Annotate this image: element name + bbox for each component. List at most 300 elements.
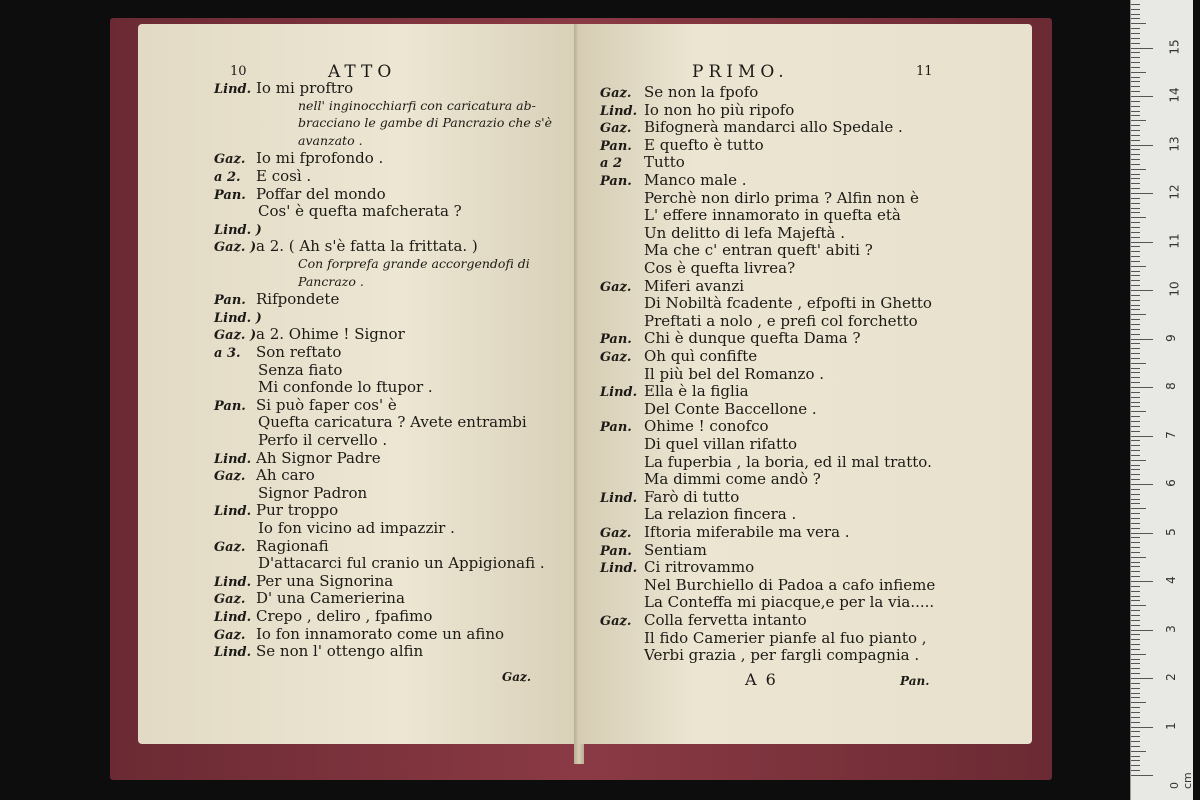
line-text: Perfo il cervello . bbox=[258, 431, 388, 449]
ruler-tick bbox=[1131, 343, 1140, 344]
ruler-tick bbox=[1131, 479, 1140, 480]
ruler-tick bbox=[1131, 67, 1140, 68]
ruler-tick bbox=[1131, 659, 1140, 660]
ruler-tick bbox=[1131, 697, 1140, 698]
line-text: Io fon innamorato come un afino bbox=[256, 624, 505, 643]
ruler-tick bbox=[1131, 81, 1140, 82]
ruler-tick bbox=[1131, 62, 1140, 63]
speaker-label: a 2 bbox=[600, 156, 622, 172]
ruler-tick bbox=[1131, 421, 1140, 422]
ruler-tick bbox=[1131, 208, 1140, 209]
ruler-tick bbox=[1131, 581, 1153, 582]
line-text: Per una Signorina bbox=[256, 571, 394, 590]
dialogue-line bbox=[600, 242, 873, 259]
dialogue-line bbox=[214, 186, 386, 204]
line-text: D' una Camerierina bbox=[256, 589, 405, 608]
speaker-label: Gaz. bbox=[600, 86, 632, 101]
line-text: Un delitto di lefa Majeftà . bbox=[644, 223, 845, 242]
ruler-tick bbox=[1131, 760, 1140, 761]
line-text: Iftoria miferabile ma vera . bbox=[644, 523, 850, 541]
ruler-tick bbox=[1131, 503, 1140, 504]
stage-direction: nell' inginocchiarfi con caricatura ab- bbox=[298, 97, 536, 113]
ruler-tick bbox=[1131, 484, 1153, 485]
line-text: La Conteffa mi piacque,e per la via..... bbox=[644, 593, 935, 612]
ruler-tick bbox=[1131, 727, 1153, 728]
ruler-tick bbox=[1131, 639, 1140, 640]
ruler-tick bbox=[1131, 586, 1140, 587]
dialogue-line bbox=[600, 594, 934, 611]
ruler-tick bbox=[1131, 23, 1146, 24]
ruler-tick bbox=[1131, 673, 1140, 674]
dialogue-line bbox=[600, 190, 919, 207]
speaker-label: Gaz. bbox=[214, 469, 246, 485]
ruler-tick bbox=[1131, 397, 1140, 398]
ruler-tick bbox=[1131, 266, 1146, 267]
dialogue-line bbox=[600, 330, 861, 348]
ruler-number: 9 bbox=[1163, 333, 1178, 342]
ruler-tick bbox=[1131, 217, 1146, 218]
ruler-tick bbox=[1131, 712, 1140, 713]
speaker-label: Gaz. bbox=[214, 152, 246, 168]
dialogue-line bbox=[214, 485, 367, 502]
ruler-tick bbox=[1131, 513, 1140, 514]
ruler-tick bbox=[1131, 106, 1140, 107]
ruler-tick bbox=[1131, 654, 1146, 655]
dialogue-line bbox=[600, 471, 821, 488]
ruler-tick bbox=[1131, 91, 1140, 92]
ruler-tick bbox=[1131, 756, 1140, 757]
line-text: Oh quì confifte bbox=[644, 347, 758, 365]
ruler-tick bbox=[1131, 4, 1140, 5]
ruler-tick bbox=[1131, 722, 1140, 723]
line-text: Poffar del mondo bbox=[256, 184, 386, 203]
stage-direction: Con forprefa grande accorgendofi di bbox=[298, 256, 530, 271]
ruler-unit: 0 cm bbox=[1168, 772, 1194, 789]
speaker-label: Lind. ) bbox=[214, 310, 262, 326]
ruler-tick bbox=[1131, 164, 1140, 165]
line-text: Ella è la figlia bbox=[644, 382, 749, 401]
ruler-number: 6 bbox=[1163, 479, 1178, 487]
ruler-tick bbox=[1131, 717, 1140, 718]
speaker-label: Lind. bbox=[600, 490, 638, 506]
ruler-tick bbox=[1131, 271, 1140, 272]
speaker-label: Pan. bbox=[214, 293, 246, 309]
ruler-tick bbox=[1131, 261, 1140, 262]
measurement-ruler bbox=[1130, 0, 1193, 800]
line-text: Quefta caricatura ? Avete entrambi bbox=[258, 413, 527, 432]
ruler-tick bbox=[1131, 72, 1146, 73]
ruler-tick bbox=[1131, 387, 1153, 388]
speaker-label: Gaz. ) bbox=[214, 240, 257, 256]
ruler-tick bbox=[1131, 43, 1140, 44]
ruler-tick bbox=[1131, 348, 1140, 349]
ruler-tick bbox=[1131, 731, 1140, 732]
dialogue-line bbox=[214, 309, 262, 327]
line-text: Signor Padron bbox=[258, 483, 368, 502]
ruler-tick bbox=[1131, 149, 1140, 150]
dialogue-line bbox=[600, 278, 744, 296]
line-text: Farò di tutto bbox=[644, 487, 740, 506]
speaker-label: Lind. bbox=[214, 82, 252, 97]
line-text: Son reftato bbox=[256, 343, 342, 361]
dialogue-line bbox=[600, 348, 757, 366]
speaker-label: Lind. bbox=[214, 574, 252, 590]
ruler-tick bbox=[1131, 329, 1140, 330]
ruler-tick bbox=[1131, 465, 1140, 466]
line-text: Ma dimmi come andò ? bbox=[644, 470, 821, 489]
ruler-tick bbox=[1131, 416, 1140, 417]
dialogue-line bbox=[600, 577, 935, 594]
ruler-tick bbox=[1131, 746, 1140, 747]
ruler-number: 15 bbox=[1167, 38, 1182, 55]
ruler-tick bbox=[1131, 508, 1146, 509]
ruler-tick bbox=[1131, 145, 1153, 146]
dialogue-line bbox=[214, 80, 353, 98]
ruler-tick bbox=[1131, 431, 1140, 432]
dialogue-line bbox=[600, 559, 754, 577]
line-text: Rifpondete bbox=[256, 290, 340, 309]
speaker-label: Lind. bbox=[600, 561, 638, 577]
ruler-tick bbox=[1131, 770, 1140, 771]
line-text: Nel Burchiello di Padoa a cafo infieme bbox=[644, 575, 936, 594]
dialogue-line bbox=[600, 84, 758, 102]
ruler-tick bbox=[1131, 523, 1140, 524]
dialogue-line bbox=[600, 313, 918, 330]
ruler-tick bbox=[1131, 460, 1146, 461]
dialogue-line bbox=[600, 172, 747, 190]
ruler-tick bbox=[1131, 542, 1140, 543]
ruler-tick bbox=[1131, 38, 1140, 39]
dialogue-line bbox=[600, 436, 797, 453]
dialogue-line bbox=[600, 225, 845, 242]
dialogue-line bbox=[214, 344, 341, 362]
dialogue-line bbox=[214, 362, 342, 379]
speaker-label: Gaz. bbox=[600, 121, 632, 137]
dialogue-line bbox=[600, 418, 769, 436]
speaker-label: a 2. bbox=[214, 170, 241, 185]
ruler-tick bbox=[1131, 285, 1140, 286]
ruler-tick bbox=[1131, 765, 1140, 766]
ruler-tick bbox=[1131, 96, 1153, 97]
dialogue-line bbox=[600, 154, 685, 172]
ruler-tick bbox=[1131, 324, 1140, 325]
line-text: La relazion fincera . bbox=[644, 505, 797, 524]
line-text: Preftati a nolo , e prefi col forchetto bbox=[644, 311, 918, 330]
ruler-tick bbox=[1131, 242, 1153, 243]
line-text: a 2. ( Ah s'è fatta la frittata. ) bbox=[256, 237, 478, 256]
speaker-label: Lind. bbox=[214, 610, 252, 625]
ruler-tick bbox=[1131, 169, 1146, 170]
dialogue-line bbox=[600, 295, 932, 312]
ruler-tick bbox=[1131, 18, 1140, 19]
dialogue-line bbox=[214, 168, 311, 186]
line-text: Ah caro bbox=[256, 466, 315, 485]
ruler-number: 1 bbox=[1163, 721, 1178, 730]
line-text: L' effere innamorato in quefta età bbox=[644, 206, 901, 225]
ruler-tick bbox=[1131, 649, 1140, 650]
ruler-tick bbox=[1131, 663, 1140, 664]
ruler-tick bbox=[1131, 683, 1140, 684]
dialogue-line bbox=[600, 260, 795, 277]
stage-direction: bracciano le gambe di Pancrazio che s'è bbox=[298, 115, 552, 131]
ruler-tick bbox=[1131, 368, 1140, 369]
ruler-tick bbox=[1131, 688, 1140, 689]
ruler-tick bbox=[1131, 295, 1140, 296]
left-page-number: 10 bbox=[230, 64, 247, 79]
ruler-tick bbox=[1131, 319, 1140, 320]
ruler-tick bbox=[1131, 469, 1140, 470]
line-text: Ci ritrovammo bbox=[644, 558, 755, 577]
ruler-tick bbox=[1131, 251, 1140, 252]
ruler-tick bbox=[1131, 115, 1140, 116]
line-text: Colla fervetta intanto bbox=[644, 611, 807, 629]
ruler-tick bbox=[1131, 237, 1140, 238]
dialogue-line bbox=[214, 203, 462, 220]
ruler-tick bbox=[1131, 135, 1140, 136]
ruler-tick bbox=[1131, 363, 1146, 364]
speaker-label: Pan. bbox=[600, 420, 632, 436]
ruler-tick bbox=[1131, 339, 1153, 340]
ruler-tick bbox=[1131, 111, 1140, 112]
speaker-label: Pan. bbox=[600, 174, 632, 189]
line-text: E così . bbox=[256, 167, 312, 185]
ruler-tick bbox=[1131, 222, 1140, 223]
line-text: E quefto è tutto bbox=[644, 135, 764, 154]
ruler-number: 10 bbox=[1167, 281, 1182, 297]
line-text: Io mi fprofondo . bbox=[256, 149, 384, 168]
line-text: Del Conte Baccellone . bbox=[644, 399, 817, 418]
dialogue-line bbox=[600, 207, 901, 224]
ruler-tick bbox=[1131, 212, 1140, 213]
ruler-tick bbox=[1131, 280, 1140, 281]
dialogue-line bbox=[214, 467, 315, 485]
ruler-tick bbox=[1131, 305, 1140, 306]
ruler-tick bbox=[1131, 566, 1140, 567]
dialogue-line bbox=[214, 573, 393, 591]
ruler-tick bbox=[1131, 440, 1140, 441]
ruler-number: 13 bbox=[1167, 135, 1182, 152]
line-text: Pur troppo bbox=[256, 501, 339, 520]
dialogue-line bbox=[214, 502, 338, 520]
speaker-label: Pan. bbox=[214, 398, 246, 414]
dialogue-line bbox=[600, 612, 807, 630]
ruler-tick bbox=[1131, 596, 1140, 597]
right-page-number: 11 bbox=[916, 64, 933, 79]
ruler-number: 5 bbox=[1163, 527, 1178, 536]
ruler-tick bbox=[1131, 183, 1140, 184]
ruler-tick bbox=[1131, 630, 1153, 631]
ruler-tick bbox=[1131, 334, 1140, 335]
ruler-tick bbox=[1131, 125, 1140, 126]
ruler-tick bbox=[1131, 314, 1146, 315]
ruler-tick bbox=[1131, 751, 1146, 752]
ruler-tick bbox=[1131, 571, 1140, 572]
dialogue-line bbox=[214, 608, 432, 626]
speaker-label: Gaz. ) bbox=[214, 328, 257, 344]
speaker-label: Lind. bbox=[600, 385, 638, 401]
ruler-tick bbox=[1131, 411, 1146, 412]
speaker-label: Lind. bbox=[214, 504, 252, 520]
ruler-number: 8 bbox=[1163, 382, 1178, 390]
dialogue-line bbox=[214, 643, 423, 661]
ruler-tick bbox=[1131, 178, 1140, 179]
dialogue-line bbox=[600, 489, 739, 507]
right-page-header: PRIMO. bbox=[692, 62, 789, 82]
line-text: Io fon vicino ad impazzir . bbox=[258, 519, 455, 537]
ruler-tick bbox=[1131, 707, 1140, 708]
ruler-tick bbox=[1131, 52, 1140, 53]
speaker-label: Gaz. bbox=[600, 526, 632, 541]
speaker-label: Lind. bbox=[214, 645, 252, 661]
right-page bbox=[580, 24, 1032, 744]
dialogue-line bbox=[600, 506, 796, 523]
line-text: Sentiam bbox=[644, 540, 707, 559]
ruler-tick bbox=[1131, 358, 1140, 359]
dialogue-line bbox=[600, 366, 824, 383]
ruler-tick bbox=[1131, 591, 1140, 592]
dialogue-line bbox=[214, 397, 397, 415]
ruler-tick bbox=[1131, 174, 1140, 175]
dialogue-line bbox=[600, 524, 850, 542]
ruler-tick bbox=[1131, 300, 1140, 301]
dialogue-line bbox=[600, 630, 927, 647]
line-text: Tutto bbox=[644, 153, 685, 172]
ruler-tick bbox=[1131, 33, 1140, 34]
ruler-tick bbox=[1131, 615, 1140, 616]
line-text: Perchè non dirlo prima ? Alfin non è bbox=[644, 188, 919, 207]
line-text: Si può faper cos' è bbox=[256, 395, 397, 414]
ruler-tick bbox=[1131, 406, 1140, 407]
line-text: Di quel villan rifatto bbox=[644, 435, 798, 453]
ruler-tick bbox=[1131, 193, 1153, 194]
ruler-tick bbox=[1131, 290, 1153, 291]
dialogue-line bbox=[214, 538, 329, 556]
ruler-tick bbox=[1131, 610, 1140, 611]
ruler-tick bbox=[1131, 455, 1140, 456]
left-page-header: ATTO bbox=[328, 62, 397, 82]
ruler-tick bbox=[1131, 77, 1140, 78]
speaker-label: Gaz. bbox=[214, 539, 246, 555]
speaker-label: Lind. bbox=[214, 451, 252, 467]
signature-mark: A 6 bbox=[745, 670, 778, 689]
ruler-tick bbox=[1131, 86, 1140, 87]
dialogue-line bbox=[600, 542, 707, 560]
line-text: Di Nobiltà fcadente , efpofti in Ghetto bbox=[644, 294, 932, 313]
speaker-label: Gaz. bbox=[214, 592, 246, 608]
speaker-label: Pan. bbox=[600, 332, 632, 348]
ruler-tick bbox=[1131, 625, 1140, 626]
speaker-label: Gaz. bbox=[600, 614, 632, 629]
line-text: Se non l' ottengo alfin bbox=[256, 642, 424, 661]
dialogue-line bbox=[214, 238, 478, 256]
speaker-label: Lind. bbox=[600, 103, 638, 119]
speaker-label: Pan. bbox=[214, 187, 246, 203]
ruler-tick bbox=[1131, 702, 1146, 703]
speaker-label: Gaz. bbox=[214, 627, 246, 643]
dialogue-line bbox=[600, 119, 903, 137]
line-text: Mi confonde lo ftupor . bbox=[258, 378, 433, 397]
ruler-tick bbox=[1131, 48, 1153, 49]
line-text: Io mi proftro bbox=[256, 79, 354, 97]
ruler-tick bbox=[1131, 140, 1140, 141]
ruler-tick bbox=[1131, 198, 1140, 199]
ruler-tick bbox=[1131, 402, 1140, 403]
ruler-tick bbox=[1131, 372, 1140, 373]
ruler-tick bbox=[1131, 494, 1140, 495]
ruler-tick bbox=[1131, 256, 1140, 257]
ruler-tick bbox=[1131, 775, 1153, 776]
dialogue-line bbox=[600, 401, 817, 418]
ruler-tick bbox=[1131, 450, 1140, 451]
ruler-tick bbox=[1131, 644, 1140, 645]
line-text: Ragionafi bbox=[256, 536, 329, 555]
ruler-tick bbox=[1131, 14, 1140, 15]
ruler-tick bbox=[1131, 28, 1140, 29]
ruler-tick bbox=[1131, 9, 1140, 10]
line-text: Cos è quefta livrea? bbox=[644, 259, 796, 277]
ruler-tick bbox=[1131, 275, 1140, 276]
ruler-tick bbox=[1131, 499, 1140, 500]
ruler-number: 14 bbox=[1167, 87, 1182, 103]
dialogue-line bbox=[600, 102, 794, 120]
ruler-tick bbox=[1131, 246, 1140, 247]
dialogue-line bbox=[214, 291, 339, 309]
line-text: Cos' è quefta mafcherata ? bbox=[258, 202, 462, 221]
dialogue-line bbox=[214, 626, 504, 644]
line-text: Ah Signor Padre bbox=[256, 448, 381, 467]
ruler-tick bbox=[1131, 562, 1140, 563]
left-page bbox=[138, 24, 578, 744]
line-text: Io non ho più ripofo bbox=[644, 100, 795, 119]
ruler-number: 3 bbox=[1163, 624, 1178, 633]
dialogue-line bbox=[214, 555, 545, 572]
line-text: La fuperbia , la boria, ed il mal tratto. bbox=[644, 452, 932, 471]
ruler-tick bbox=[1131, 474, 1140, 475]
line-text: Ma che c' entran queft' abiti ? bbox=[644, 241, 873, 260]
ruler-tick bbox=[1131, 203, 1140, 204]
ruler-tick bbox=[1131, 678, 1153, 679]
ruler-tick bbox=[1131, 620, 1140, 621]
ruler-tick bbox=[1131, 600, 1140, 601]
ruler-tick bbox=[1131, 227, 1140, 228]
dialogue-line bbox=[214, 379, 433, 396]
dialogue-line bbox=[214, 414, 527, 431]
ruler-tick bbox=[1131, 377, 1140, 378]
dialogue-line bbox=[214, 150, 383, 168]
dialogue-line bbox=[214, 432, 387, 449]
dialogue-line bbox=[600, 647, 919, 664]
line-text: Verbi grazia , per fargli compagnia . bbox=[644, 646, 920, 665]
ruler-tick bbox=[1131, 120, 1146, 121]
ruler-tick bbox=[1131, 528, 1140, 529]
ruler-number: 2 bbox=[1163, 673, 1178, 681]
speaker-label: Pan. bbox=[600, 138, 632, 154]
speaker-label: a 3. bbox=[214, 346, 241, 361]
ruler-tick bbox=[1131, 693, 1140, 694]
line-text: Ohime ! conofco bbox=[644, 417, 769, 436]
ruler-tick bbox=[1131, 552, 1140, 553]
ruler-tick bbox=[1131, 634, 1140, 635]
line-text: Miferi avanzi bbox=[644, 276, 745, 295]
line-text: Manco male . bbox=[644, 171, 747, 189]
line-text: Crepo , deliro , fpafimo bbox=[256, 607, 433, 625]
dialogue-line bbox=[214, 450, 381, 468]
ruler-tick bbox=[1131, 309, 1140, 310]
dialogue-line bbox=[214, 326, 405, 344]
line-text: Se non la fpofo bbox=[644, 83, 759, 101]
line-text: D'attacarci ful cranio un Appigionafi . bbox=[258, 554, 545, 573]
speaker-label: Pan. bbox=[600, 543, 632, 559]
